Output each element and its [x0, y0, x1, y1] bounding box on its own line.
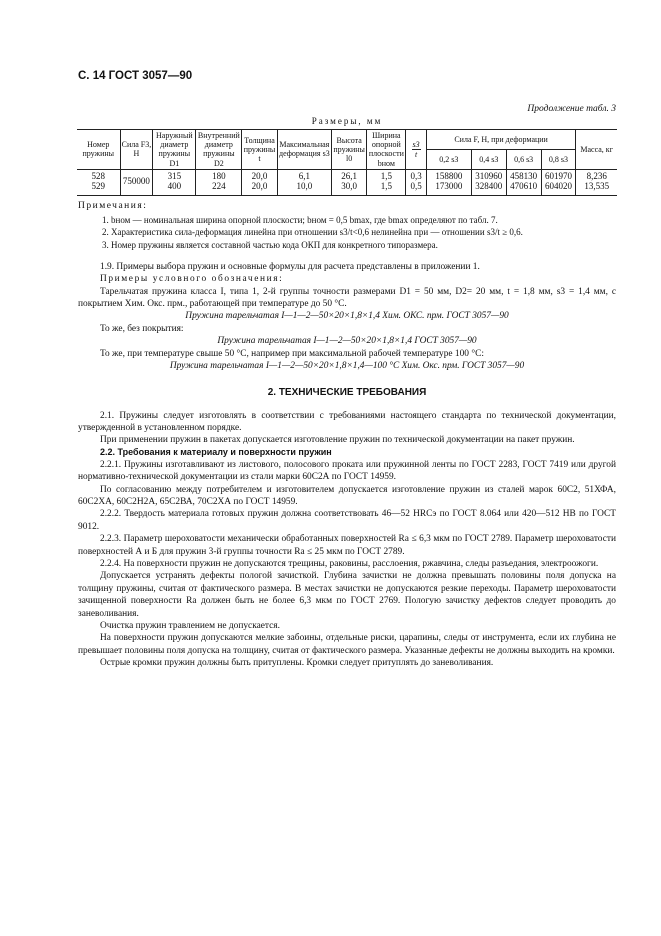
- header-thickness: Толщина пружины t: [242, 130, 277, 170]
- paragraph: Тарельчатая пружина класса I, типа 1, 2-й группы точности размерами D1 = 50 мм, D2= 20 мм, t = 1,8 мм, s3 = 1,4 мм, с покрытием Хим. Окс. прм., работающей при температуре до 50 °С.: [78, 286, 616, 309]
- document-body: [78, 261, 616, 670]
- cell-inner-diameter: 180 224: [196, 169, 242, 195]
- paragraph: При применении пружин в пакетах допускается изготовление пружин по технической документации на пакет пружин.: [100, 435, 575, 446]
- designation-example: Пружина тарельчатая I—1—2—50×20×1,8×1,4—100 °С Хим. Окс. прм. ГОСТ 3057—90: [169, 361, 525, 372]
- header-outer-diameter: Наружный диаметр пружины D1: [153, 130, 196, 170]
- cell-force-04: 310960 328400: [471, 169, 506, 195]
- table-row: [77, 169, 617, 195]
- page-header: С. 14 ГОСТ 3057—90: [78, 70, 193, 82]
- document-page: [78, 70, 616, 670]
- header-height: Высота пружины l0: [331, 130, 366, 170]
- header-ratio: [406, 130, 426, 170]
- cell-thickness: 20,0 20,0: [242, 169, 277, 195]
- paragraph: 2.2.2. Твердость материала готовых пружин должна соответствовать 46—52 HRCэ по ГОСТ 8.064 или 420—512 НВ по ГОСТ 9012.: [78, 509, 616, 532]
- header-inner-diameter: Внутренний диаметр пружины D2: [196, 130, 242, 170]
- subsection-title: 2.2. Требования к материалу и поверхности пружин: [100, 446, 332, 457]
- paragraph: 2.2.1. Пружины изготавливают из листового, полосового проката или пружинной ленты по ГОСТ 2283, ГОСТ 7419 или другой нормативно-технической документации из стали марки 60С2А по ГОСТ 14959.: [78, 459, 616, 483]
- section-title: 2. ТЕХНИЧЕСКИЕ ТРЕБОВАНИЯ: [267, 387, 427, 399]
- paragraph: Острые кромки пружин должны быть притуплены. Кромки следует притуплять до заневоливания.: [100, 658, 494, 669]
- paragraph: 1.9. Примеры выбора пружин и основные формулы для расчета представлены в приложении 1.: [100, 261, 480, 272]
- cell-mass: 8,236 13,535: [576, 169, 617, 195]
- cell-force-08: 601970 604020: [541, 169, 576, 195]
- header-force: Сила F3, Н: [120, 130, 153, 170]
- paragraph: На поверхности пружин допускаются мелкие забоины, отдельные риски, царапины, следы от инструмента, если их глубина не превышает половины поля допуска на толщину, считая от фактического размера. Указанные дефекты не должны выходить на кромки.: [78, 633, 616, 656]
- paragraph: 2.2.4. На поверхности пружин не допускаются трещины, раковины, расслоения, ржавчина, следы разъедания, электроожоги.: [100, 558, 599, 569]
- header-max-deformation: Максимальная деформация s3: [277, 130, 331, 170]
- table-continuation: Продолжение табл. 3: [527, 104, 616, 114]
- header-force-02: 0,2 s3: [426, 149, 471, 169]
- cell-ratio: 0,3 0,5: [406, 169, 426, 195]
- notes-title: Примечания:: [78, 200, 148, 211]
- paragraph: То же, без покрытия:: [100, 323, 184, 334]
- header-force-04: 0,4 s3: [471, 149, 506, 169]
- cell-bearing-width: 1,5 1,5: [367, 169, 406, 195]
- header-bearing-width: Ширина опорной плоскости bном: [368, 131, 404, 168]
- header-number: Номер пружины: [77, 130, 120, 170]
- ratio-numerator: s3: [412, 139, 420, 149]
- designation-example: Пружина тарельчатая I—1—2—50×20×1,8×1,4 ГОСТ 3057—90: [217, 336, 477, 347]
- cell-height: 26,1 30,0: [331, 169, 366, 195]
- header-mass: Масса, кг: [576, 130, 617, 170]
- paragraph: То же, при температуре свыше 50 °С, например при максимальной рабочей температуре 100 °С:: [100, 348, 484, 359]
- cell-max-deformation: 6,1 10,0: [277, 169, 331, 195]
- table-units: Размеры, мм: [311, 116, 383, 126]
- header-force-06: 0,6 s3: [506, 149, 541, 169]
- cell-force-06: 458130 470610: [506, 169, 541, 195]
- header-force-group: Сила F, Н, при деформации: [426, 130, 576, 150]
- designation-example: Пружина тарельчатая I—1—2—50×20×1,8×1,4 Хим. ОКС. прм. ГОСТ 3057—90: [185, 311, 509, 322]
- paragraph: 2.1. Пружины следует изготовлять в соответствии с требованиями настоящего стандарта по технической документации, утвержденной в установленном порядке.: [78, 410, 616, 434]
- header-force-08: 0,8 s3: [541, 149, 576, 169]
- table-notes: [78, 200, 616, 251]
- paragraph: Очистка пружин травлением не допускается.: [100, 620, 280, 631]
- cell-outer-diameter: 315 400: [153, 169, 196, 195]
- spring-table: [77, 129, 617, 196]
- paragraph-heading: Примеры условного обозначения:: [100, 274, 284, 285]
- note-1: 1. bном — номинальная ширина опорной плоскости; bном = 0,5 bmax, где bmax определяют по табл. 7.: [102, 215, 498, 226]
- note-2: 2. Характеристика сила-деформация линейна при отношении s3/t<0,6 нелинейна при — отношении s3/t ≥ 0,6.: [102, 227, 523, 238]
- note-3: 3. Номер пружины является составной частью кода ОКП для конкретного типоразмера.: [102, 239, 438, 250]
- paragraph: Допускается устранять дефекты пологой зачисткой. Глубина зачистки не должна превышать половины поля допуска на толщину пружины, считая от фактического размера. В местах зачистки не допускаются резкие переходы. Параметр шероховатости зачищенной поверхности Ra должен быть не более 6,3 мкм по ГОСТ 2769. Пологую зачистку дефектов следует проводить до заневоливания.: [78, 571, 616, 619]
- paragraph: 2.2.3. Параметр шероховатости механически обработанных поверхностей Ra ≤ 6,3 мкм по ГОСТ 2789. Параметр шероховатости поверхностей А и Б для пружин 3-й группы точности Ra ≤ 25 мкм по ГОСТ 2789.: [78, 534, 616, 557]
- paragraph: По согласованию между потребителем и изготовителем допускается изготовление пружин из сталей марок 60С2, 51ХФА, 60С2ХА, 60С2Н2А, 65С2ВА, 70С2ХА по ГОСТ 14959.: [78, 484, 616, 507]
- cell-force-02: 158800 173000: [426, 169, 471, 195]
- ratio-denominator: t: [414, 149, 418, 159]
- cell-force: 750000: [120, 169, 153, 195]
- cell-number: 528 529: [77, 169, 120, 195]
